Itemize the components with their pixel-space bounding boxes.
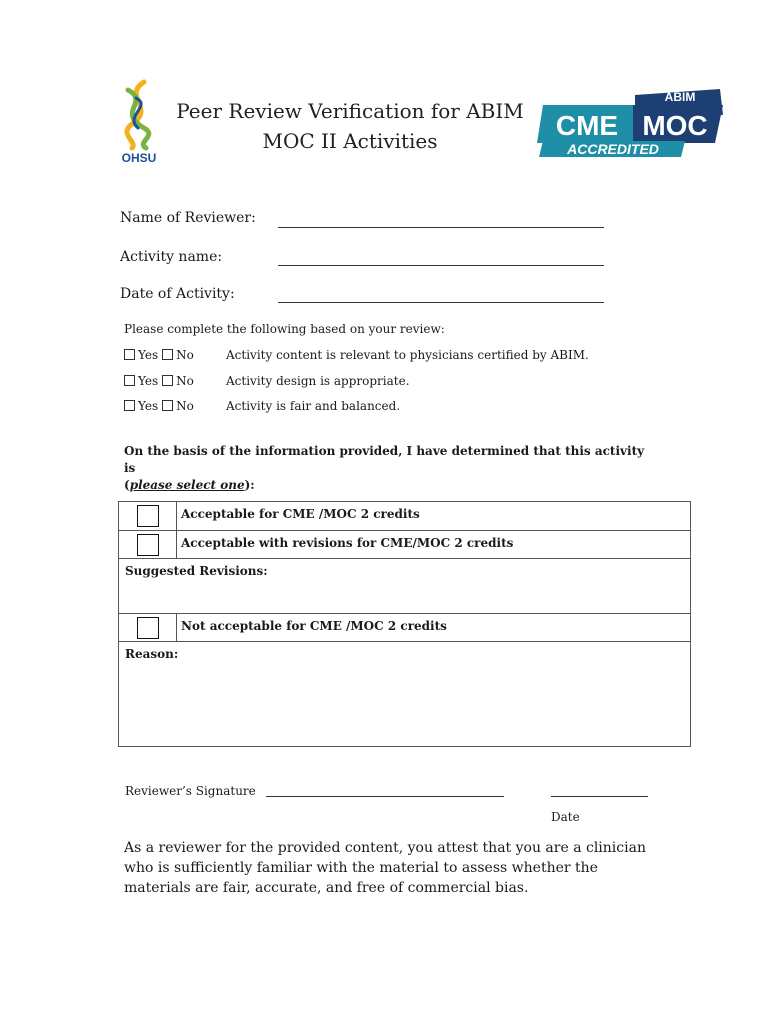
activity-date-label: Date of Activity: [120,286,235,302]
review-row-2-choices [124,374,194,388]
no-label: No [176,348,194,362]
option-2-checkbox[interactable] [137,534,159,556]
review-row-1-choices [124,348,194,362]
select-open: ( [124,478,130,492]
review-row-3-choices [124,399,194,413]
no-checkbox[interactable] [162,349,173,360]
reviewer-name-label: Name of Reviewer: [120,210,256,226]
option-1-label: Acceptable for CME /MOC 2 credits [177,502,691,531]
review-item-2: Activity design is appropriate. [226,374,410,388]
select-close: ): [244,478,255,492]
no-label: No [176,374,194,388]
option-1-cell [119,502,177,531]
activity-name-field[interactable] [278,264,604,266]
no-label: No [176,399,194,413]
option-3-label: Not acceptable for CME /MOC 2 credits [177,614,691,642]
review-item-1: Activity content is relevant to physicians certified by ABIM. [226,348,589,362]
option-3-cell [119,614,177,642]
reviewer-name-field[interactable] [278,226,604,228]
activity-name-label: Activity name: [120,249,223,265]
ohsu-logo-text: OHSU [121,151,157,165]
badge-accredited-text: ACCREDITED [567,141,659,157]
title-line-1: Peer Review Verification for ABIM [176,99,524,123]
no-checkbox[interactable] [162,375,173,386]
reason-label: Reason: [125,647,179,661]
yes-label: Yes [138,348,159,362]
title-line-2: MOC II Activities [262,129,438,153]
yes-checkbox[interactable] [124,349,135,360]
attestation-paragraph: As a reviewer for the provided content, you attest that you are a clinician who is sufficiently familiar with the material to assess whether the materials are fair, accurate, and free of commercial bias. [124,840,646,896]
yes-label: Yes [138,399,159,413]
signature-field[interactable] [266,796,504,797]
date-field[interactable] [551,796,648,797]
page-title [170,96,530,156]
badge-cme-text: CME [555,110,619,141]
badge-moc-text: MOC [642,110,708,141]
badge-top-text: ABIM [664,90,696,104]
determination-table [118,501,691,747]
signature-label: Reviewer’s Signature [125,784,256,798]
suggested-revisions-label: Suggested Revisions: [125,564,268,578]
option-2-label: Acceptable with revisions for CME/MOC 2 credits [177,531,691,559]
select-hint: please select one [129,478,245,492]
determination-text: On the basis of the information provided, I have determined that this activity is [124,444,645,475]
option-2-cell [119,531,177,559]
option-1-checkbox[interactable] [137,505,159,527]
no-checkbox[interactable] [162,400,173,411]
option-3-checkbox[interactable] [137,617,159,639]
yes-checkbox[interactable] [124,375,135,386]
yes-checkbox[interactable] [124,400,135,411]
review-item-3: Activity is fair and balanced. [226,399,401,413]
activity-date-field[interactable] [278,301,604,303]
date-label: Date [551,810,580,824]
ohsu-logo [108,76,170,166]
review-instruction: Please complete the following based on your review: [124,322,445,336]
abim-cme-moc-badge [535,85,727,160]
determination-statement [124,443,654,494]
yes-label: Yes [138,374,159,388]
suggested-revisions-field[interactable] [119,559,691,614]
reason-field[interactable] [119,642,691,747]
